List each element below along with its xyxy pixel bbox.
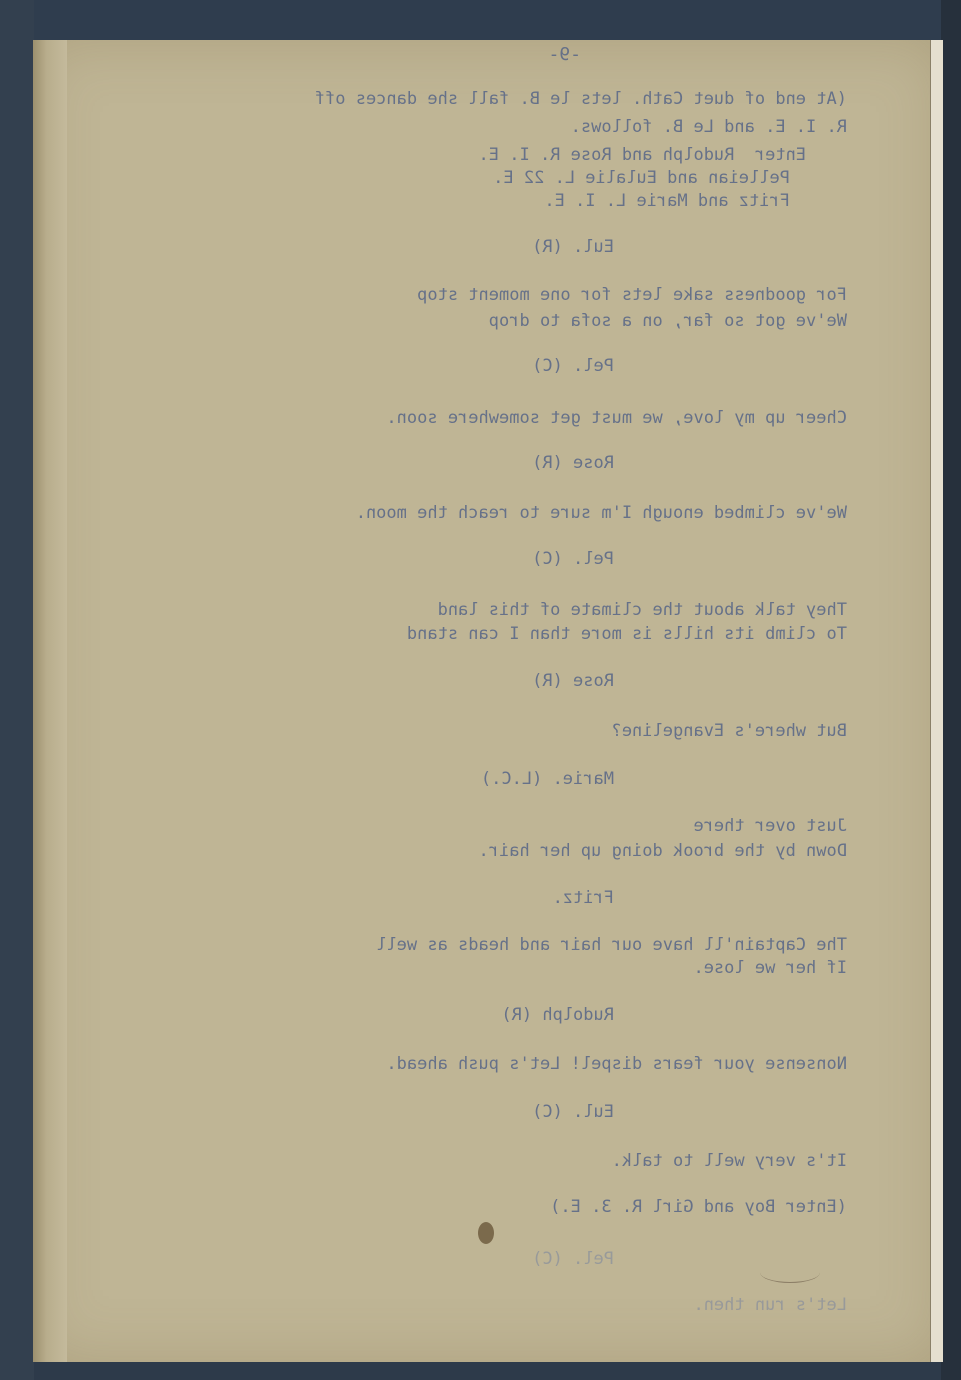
speaker-cue: Pel. (C) (532, 356, 614, 376)
page-number: -9- (548, 44, 581, 65)
dialogue-line: It's very well to talk. (611, 1151, 847, 1171)
dialogue-line: We've got so far, on a sofa to drop (488, 311, 847, 331)
direction-line: Enter Rudolph and Rose R. I. E. (478, 145, 847, 165)
speaker-cue: Rose (R) (532, 671, 614, 691)
dialogue-line: For goodness sake lets for one moment stop (417, 285, 847, 305)
dialogue-line: Just over there (693, 816, 847, 836)
direction-line: (At end of duet Cath. lets le B. fall she dances off (314, 89, 847, 109)
dialogue-line: If her we lose. (693, 958, 847, 978)
speaker-cue: Rose (R) (532, 453, 614, 473)
dialogue-line: To climb its hills is more than I can stand (406, 624, 847, 644)
speaker-cue: Eul. (C) (532, 1102, 614, 1122)
dialogue-line: The Captain'll have our hair and heads as well (376, 935, 847, 955)
dialogue-line: Nonsense your fears dispel! Let's push ahead. (386, 1054, 847, 1074)
speaker-cue: Marie. (L.C.) (480, 769, 614, 789)
dialogue-line: But where's Evangeline? (611, 721, 847, 741)
dialogue-line: Let's run then. (693, 1295, 847, 1315)
speaker-cue: Pel. (C) (532, 549, 614, 569)
direction-line: R. I. E. and Le B. follows. (570, 117, 847, 137)
dialogue-line: Down by the brook doing up her hair. (478, 841, 847, 861)
speaker-cue: Pel. (C) (532, 1249, 614, 1269)
speaker-cue: Fritz. (552, 888, 614, 908)
direction-line: (Enter Boy and Girl R. 3. E.) (550, 1197, 847, 1217)
speaker-cue: Rudolph (R) (501, 1005, 614, 1025)
dialogue-line: Cheer up my love, we must get somewhere soon. (386, 408, 847, 428)
speaker-cue: Eul. (R) (532, 237, 614, 257)
dialogue-line: We've climbed enough I'm sure to reach the moon. (355, 503, 847, 523)
direction-line: Fritz and Marie L. I. E. (544, 191, 790, 211)
direction-line: Pelleian and Eulalie L. 22 E. (493, 168, 790, 188)
dialogue-line: They talk about the climate of this land (437, 600, 847, 620)
